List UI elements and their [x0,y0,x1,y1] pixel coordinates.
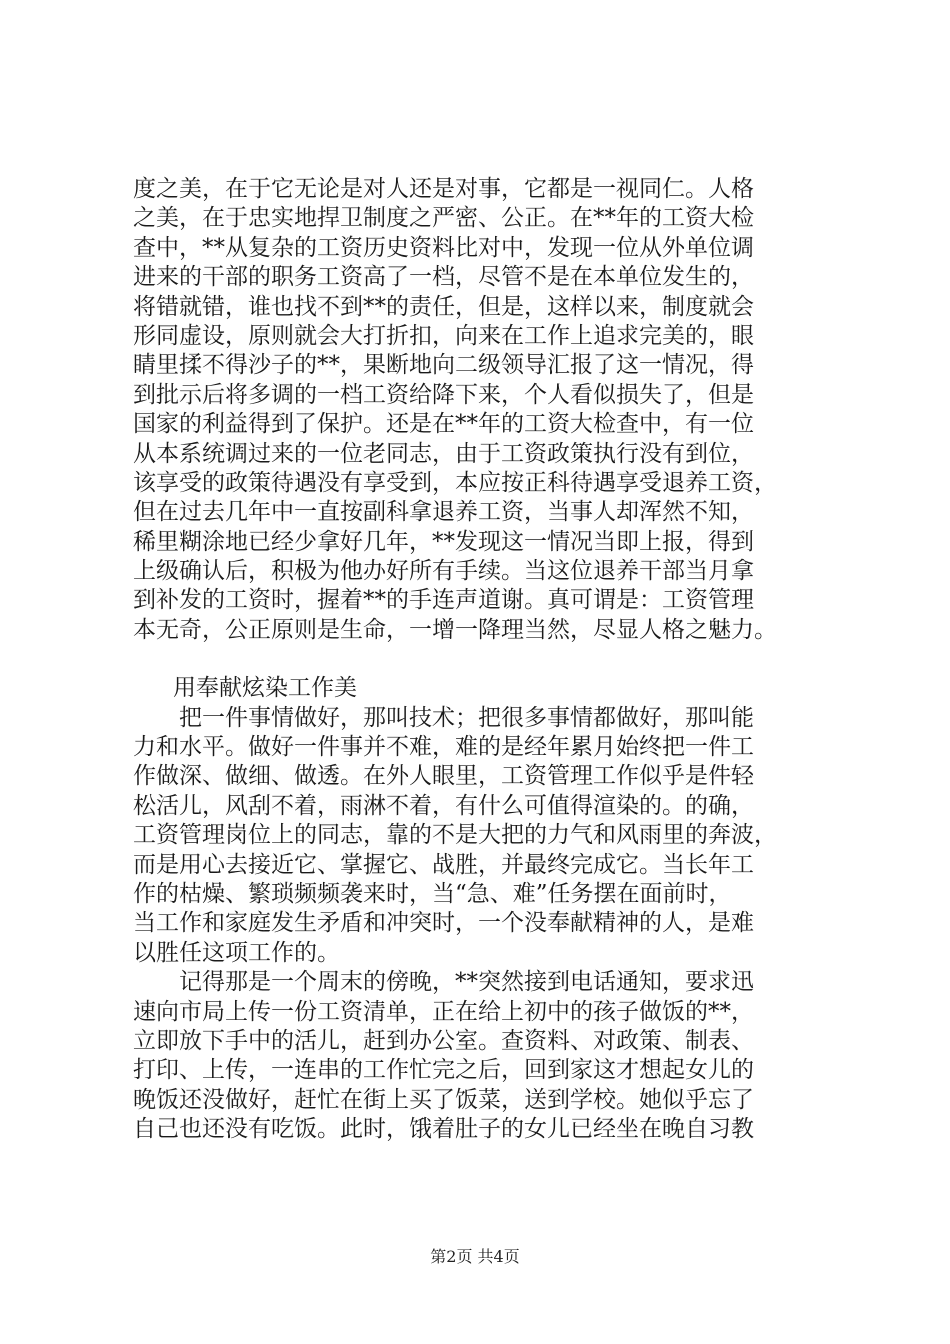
section-heading: 用奉献炫染工作美 [173,675,357,702]
text-line: 形同虚设，原则就会大打折扣，向来在工作上追求完美的，眼 [133,322,754,349]
text-line: 从本系统调过来的一位老同志，由于工资政策执行没有到位， [133,440,754,467]
text-line: 之美，在于忠实地捍卫制度之严密、公正。在**年的工资大检 [133,205,754,232]
paragraph-1 [133,175,833,645]
text-line: 但在过去几年中一直按副科拿退养工资，当事人却浑然不知， [133,499,754,526]
text-line: 作做深、做细、做透。在外人眼里，工资管理工作似乎是件轻 [133,763,754,790]
text-line: 到补发的工资时，握着**的手连声道谢。真可谓是：工资管理 [133,587,754,614]
text-line: 晚饭还没做好，赶忙在街上买了饭菜，送到学校。她似乎忘了 [133,1086,754,1113]
text-line: 以胜任这项工作的。 [133,939,340,966]
paragraph-2 [133,704,833,969]
text-line: 度之美，在于它无论是对人还是对事，它都是一视同仁。人格 [133,176,754,202]
text-line: 力和水平。做好一件事并不难，难的是经年累月始终把一件工 [133,734,754,761]
paragraph-3 [133,968,833,1144]
text-line: 到批示后将多调的一档工资给降下来，个人看似损失了，但是 [133,381,754,408]
text-line: 自己也还没有吃饭。此时，饿着肚子的女儿已经坐在晚自习教 [133,1116,754,1143]
text-line: 把一件事情做好，那叫技术；把很多事情都做好，那叫能 [179,704,754,731]
text-line: 而是用心去接近它、掌握它、战胜，并最终完成它。当长年工 [133,851,754,878]
text-line: 速向市局上传一份工资清单，正在给上初中的孩子做饭的**， [133,998,754,1025]
text-line: 上级确认后，积极为他办好所有手续。当这位退养干部当月拿 [133,558,754,585]
text-line: 记得那是一个周末的傍晚，**突然接到电话通知，要求迅 [179,969,754,996]
text-line: 该享受的政策待遇没有享受到，本应按正科待遇享受退养工资， [133,469,777,496]
text-line: 当工作和家庭发生矛盾和冲突时，一个没奉献精神的人，是难 [133,910,754,937]
text-line: 工资管理岗位上的同志，靠的不是大把的力气和风雨里的奔波， [133,822,777,849]
text-line: 将错就错，谁也找不到**的责任，但是，这样以来，制度就会 [133,293,754,320]
text-line: 立即放下手中的活儿，赶到办公室。查资料、对政策、制表、 [133,1027,754,1054]
text-line: 查中，**从复杂的工资历史资料比对中，发现一位从外单位调 [133,234,754,261]
page-footer: 第2页 共4页 [430,1247,520,1266]
text-line: 进来的干部的职务工资高了一档，尽管不是在本单位发生的， [133,264,754,291]
text-line: 本无奇，公正原则是生命，一增一降理当然，尽显人格之魅力。 [133,616,777,643]
text-line: 国家的利益得到了保护。还是在**年的工资大检查中，有一位 [133,411,754,438]
text-line: 打印、上传，一连串的工作忙完之后，回到家这才想起女儿的 [133,1057,754,1084]
text-line: 作的枯燥、繁琐频频袭来时，当“急、难”任务摆在面前时， [133,880,732,907]
text-line: 稀里糊涂地已经少拿好几年，**发现这一情况当即上报，得到 [133,528,754,555]
text-line: 睛里揉不得沙子的**，果断地向二级领导汇报了这一情况，得 [133,352,754,379]
document-body [133,175,833,1145]
text-line: 松活儿，风刮不着，雨淋不着，有什么可值得渲染的。的确， [133,792,754,819]
